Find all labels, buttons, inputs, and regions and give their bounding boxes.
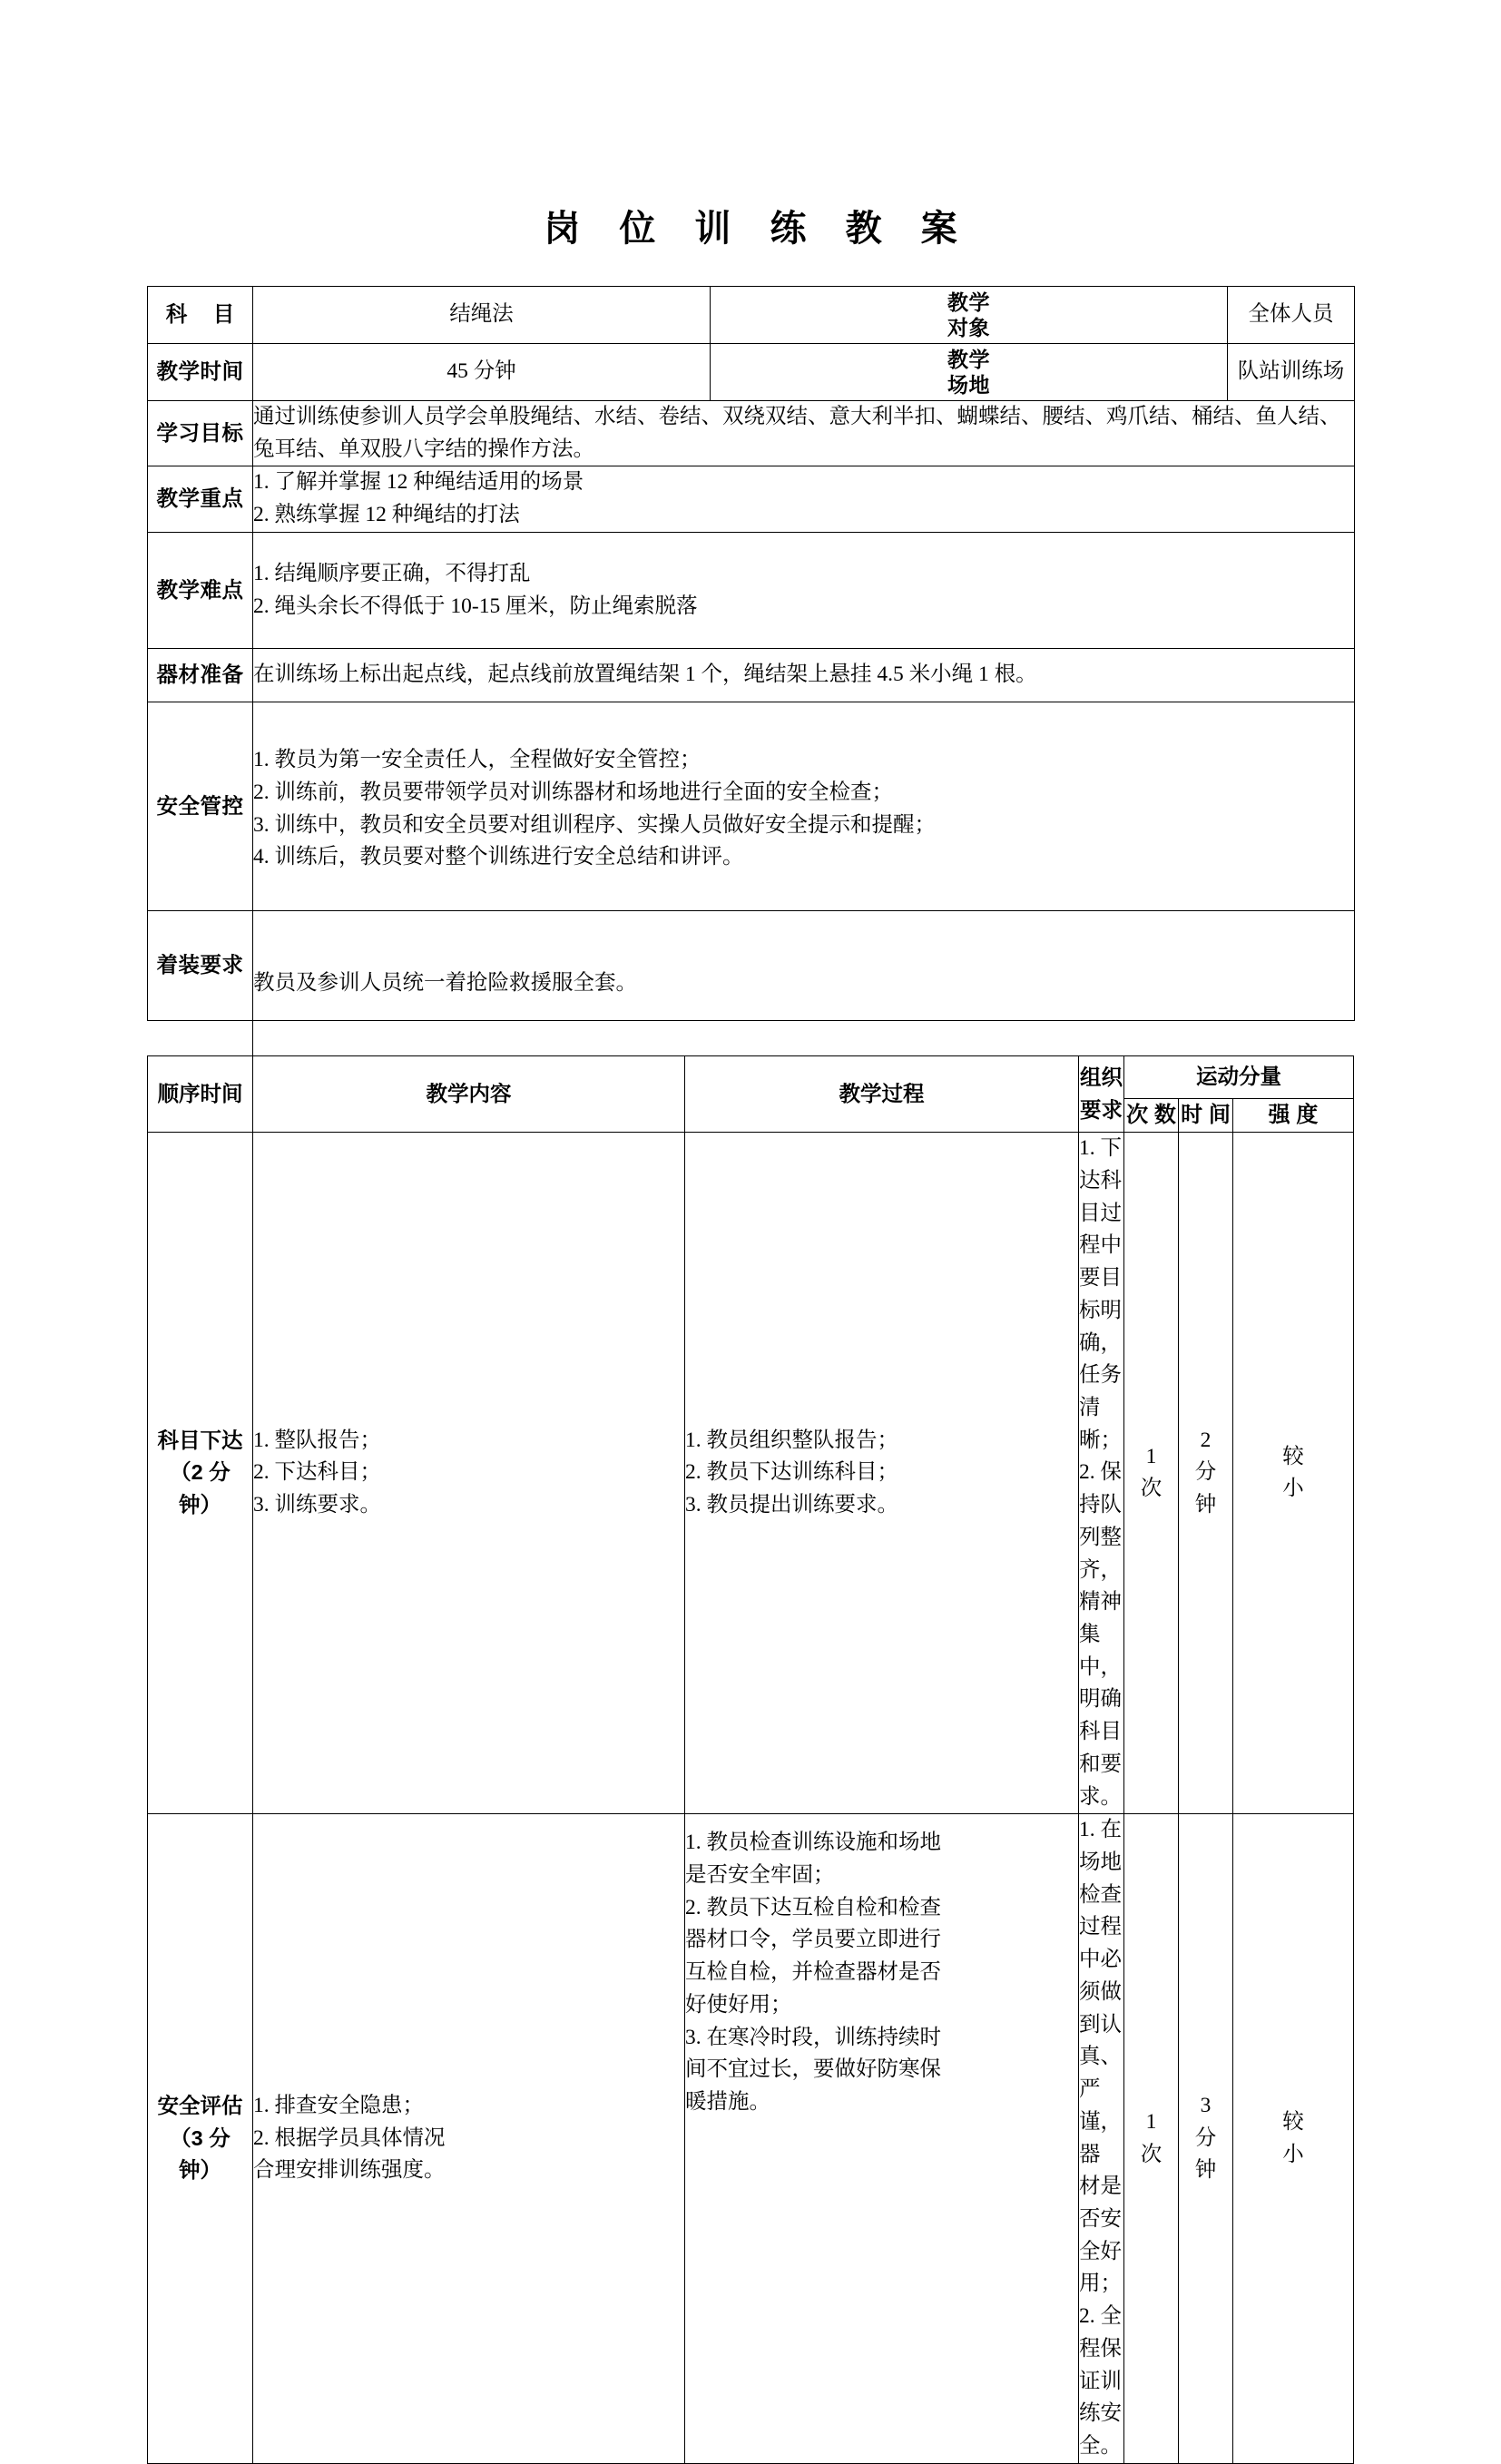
stage-label-1	[148, 1814, 253, 2463]
value-audience: 全体人员	[1228, 287, 1355, 344]
stage-line: （3 分	[170, 2125, 231, 2150]
header-content: 教学内容	[253, 1055, 685, 1132]
table-row-difficulties	[148, 532, 1355, 648]
time-cell-0	[1179, 1133, 1233, 1814]
organization-line: 集中，明确科目和要	[1079, 1623, 1122, 1776]
label-venue-line1: 教学	[947, 347, 990, 371]
header-intensity	[1233, 1098, 1354, 1132]
intensity-line: 较	[1282, 2109, 1304, 2134]
safety-line: 3. 训练中，教员和安全员要对组训程序、实操人员做好安全提示和提醒；	[253, 812, 936, 837]
content-cell-1	[253, 1814, 685, 2463]
value-difficulties	[253, 532, 1355, 648]
process-line: 2. 教员下达互检自检和检查	[685, 1895, 941, 1919]
safety-line: 1. 教员为第一安全责任人，全程做好安全管控；	[253, 748, 701, 772]
intensity-line: 较	[1282, 1444, 1304, 1468]
organization-line: 2. 保持队列整齐，精神	[1079, 1460, 1122, 1615]
table-row-time	[148, 344, 1355, 401]
table-row-keypoints	[148, 466, 1355, 532]
process-cell-0	[685, 1133, 1079, 1814]
intensity-cell-0	[1233, 1133, 1354, 1814]
process-line: 是否安全牢固；	[685, 1863, 835, 1888]
organization-cell-0	[1079, 1133, 1124, 1814]
content-line: 3. 训练要求。	[253, 1493, 381, 1517]
value-subject: 结绳法	[253, 287, 711, 344]
header-count-line2: 数	[1153, 1102, 1176, 1127]
organization-line: 2. 全程保证训练安全。	[1079, 2304, 1122, 2458]
header-time	[1179, 1098, 1233, 1132]
table-row-objective	[148, 401, 1355, 466]
organization-cell-1	[1079, 1814, 1124, 2463]
organization-line: 1. 在场地检查过程中必	[1079, 1818, 1122, 1972]
safety-line: 2. 训练前，教员要带领学员对训练器材和场地进行全面的安全检查；	[253, 780, 893, 805]
count-cell-1	[1124, 1814, 1179, 2463]
table-row-spacer	[148, 1020, 1355, 1055]
header-sequence-time: 顺序时间	[148, 1055, 253, 1132]
label-subject: 科 目	[148, 287, 253, 344]
value-objective: 通过训练使参训人员学会单股绳结、水结、卷结、双绕双结、意大利半扣、蝴蝶结、腰结、鸡爪结、桶结、鱼人结、兔耳结、单双股八字结的操作方法。	[253, 401, 1355, 466]
organization-line: 标明确，任务清晰；	[1079, 1298, 1122, 1452]
stage-line: （2 分	[170, 1460, 231, 1485]
table-row-dress	[148, 911, 1355, 1021]
content-line: 2. 根据学员具体情况	[253, 2125, 446, 2150]
difficulty-line: 2. 绳头余长不得低于 10-15 厘米，防止绳索脱落	[253, 594, 698, 618]
stage-label-0	[148, 1133, 253, 1814]
value-teaching-time: 45 分钟	[253, 344, 711, 401]
content-line: 1. 排查安全隐患；	[253, 2093, 424, 2117]
process-line: 器材口令，学员要立即进行	[685, 1928, 941, 1952]
keypoint-line: 1. 了解并掌握 12 种绳结适用的场景	[253, 470, 584, 495]
count-cell-0	[1124, 1133, 1179, 1814]
label-venue-line2: 场地	[947, 373, 990, 397]
content-line: 合理安排训练强度。	[253, 2158, 446, 2183]
value-keypoints	[253, 466, 1355, 532]
process-line: 1. 教员组织整队报告；	[685, 1428, 898, 1452]
header-intensity-line1: 强	[1268, 1102, 1290, 1127]
label-dress: 着装要求	[148, 911, 253, 1021]
time-line: 2	[1200, 1428, 1212, 1452]
header-intensity-line2: 度	[1296, 1102, 1319, 1127]
tables-container	[147, 247, 1354, 2464]
table-row-safety	[148, 702, 1355, 911]
process-line: 暖措施。	[685, 2090, 770, 2115]
intensity-cell-1	[1233, 1814, 1354, 2463]
organization-line: 求。	[1079, 1784, 1122, 1809]
header-time-line2: 间	[1208, 1102, 1231, 1127]
safety-line: 4. 训练后，教员要对整个训练进行安全总结和讲评。	[253, 845, 744, 869]
value-dress: 教员及参训人员统一着抢险救援服全套。	[253, 911, 1355, 1021]
stage-line: 安全评估	[157, 2093, 243, 2117]
value-safety	[253, 702, 1355, 911]
table-row-equipment	[148, 649, 1355, 702]
process-line: 1. 教员检查训练设施和场地	[685, 1831, 941, 1855]
organization-line: 材是否安全好用；	[1079, 2174, 1122, 2296]
label-difficulties: 教学难点	[148, 532, 253, 648]
difficulty-line: 1. 结绳顺序要正确，不得打乱	[253, 561, 531, 585]
label-teaching-time: 教学时间	[148, 344, 253, 401]
organization-line: 1. 下达科目过程中要目	[1079, 1136, 1122, 1291]
label-audience-line2: 对象	[947, 316, 990, 339]
process-line: 互检自检，并检查器材是否	[685, 1960, 941, 1985]
label-objective: 学习目标	[148, 401, 253, 466]
process-line: 3. 教员提出训练要求。	[685, 1493, 898, 1517]
lesson-plan-table	[147, 286, 1355, 1055]
table-row	[148, 1133, 1354, 1814]
value-venue: 队站训练场	[1228, 344, 1355, 401]
page-title: 岗 位 训 练 教 案	[544, 209, 972, 249]
process-line: 3. 在寒冷时段，训练持续时	[685, 2025, 941, 2049]
header-count	[1124, 1098, 1179, 1132]
label-audience-line1: 教学	[947, 290, 990, 314]
process-header-row-1	[148, 1055, 1354, 1098]
time-line: 钟	[1194, 1493, 1217, 1517]
training-process-table	[147, 1055, 1354, 2464]
count-line: 次	[1140, 2142, 1163, 2166]
intensity-line: 小	[1282, 1477, 1304, 1501]
time-line: 分	[1194, 1460, 1217, 1485]
time-line: 3	[1200, 2093, 1212, 2117]
header-count-line1: 次	[1126, 1102, 1149, 1127]
keypoint-line: 2. 熟练掌握 12 种绳结的打法	[253, 503, 520, 527]
time-cell-1	[1179, 1814, 1233, 2463]
header-organization: 组织要求	[1079, 1055, 1124, 1132]
spacer-cell-right	[253, 1020, 1355, 1055]
count-line: 1	[1145, 1444, 1157, 1468]
process-line: 2. 教员下达训练科目；	[685, 1460, 898, 1485]
header-process: 教学过程	[685, 1055, 1079, 1132]
count-line: 次	[1140, 1477, 1163, 1501]
process-cell-1	[685, 1814, 1079, 2463]
header-time-line1: 时	[1181, 1102, 1203, 1127]
content-cell-0	[253, 1133, 685, 1814]
organization-line: 须做到认真、严谨，器	[1079, 1979, 1122, 2166]
time-line: 钟	[1194, 2158, 1217, 2183]
header-load-group: 运动分量	[1124, 1055, 1354, 1098]
intensity-line: 小	[1282, 2142, 1304, 2166]
time-line: 分	[1194, 2125, 1217, 2150]
content-line: 2. 下达科目；	[253, 1460, 381, 1485]
spacer-cell-left	[148, 1020, 253, 1055]
label-equipment: 器材准备	[148, 649, 253, 702]
label-venue	[711, 344, 1228, 401]
content-line: 1. 整队报告；	[253, 1428, 381, 1452]
value-equipment: 在训练场上标出起点线，起点线前放置绳结架 1 个，绳结架上悬挂 4.5 米小绳 1 根。	[253, 649, 1355, 702]
table-row-subject	[148, 287, 1355, 344]
table-row	[148, 1814, 1354, 2463]
process-line: 间不宜过长，要做好防寒保	[685, 2057, 941, 2082]
stage-line: 科目下达	[157, 1428, 243, 1452]
label-keypoints: 教学重点	[148, 466, 253, 532]
process-line: 好使好用；	[685, 1992, 792, 2017]
stage-line: 钟）	[179, 2158, 221, 2183]
count-line: 1	[1145, 2109, 1157, 2134]
stage-line: 钟）	[179, 1493, 221, 1517]
label-audience	[711, 287, 1228, 344]
label-safety: 安全管控	[148, 702, 253, 911]
